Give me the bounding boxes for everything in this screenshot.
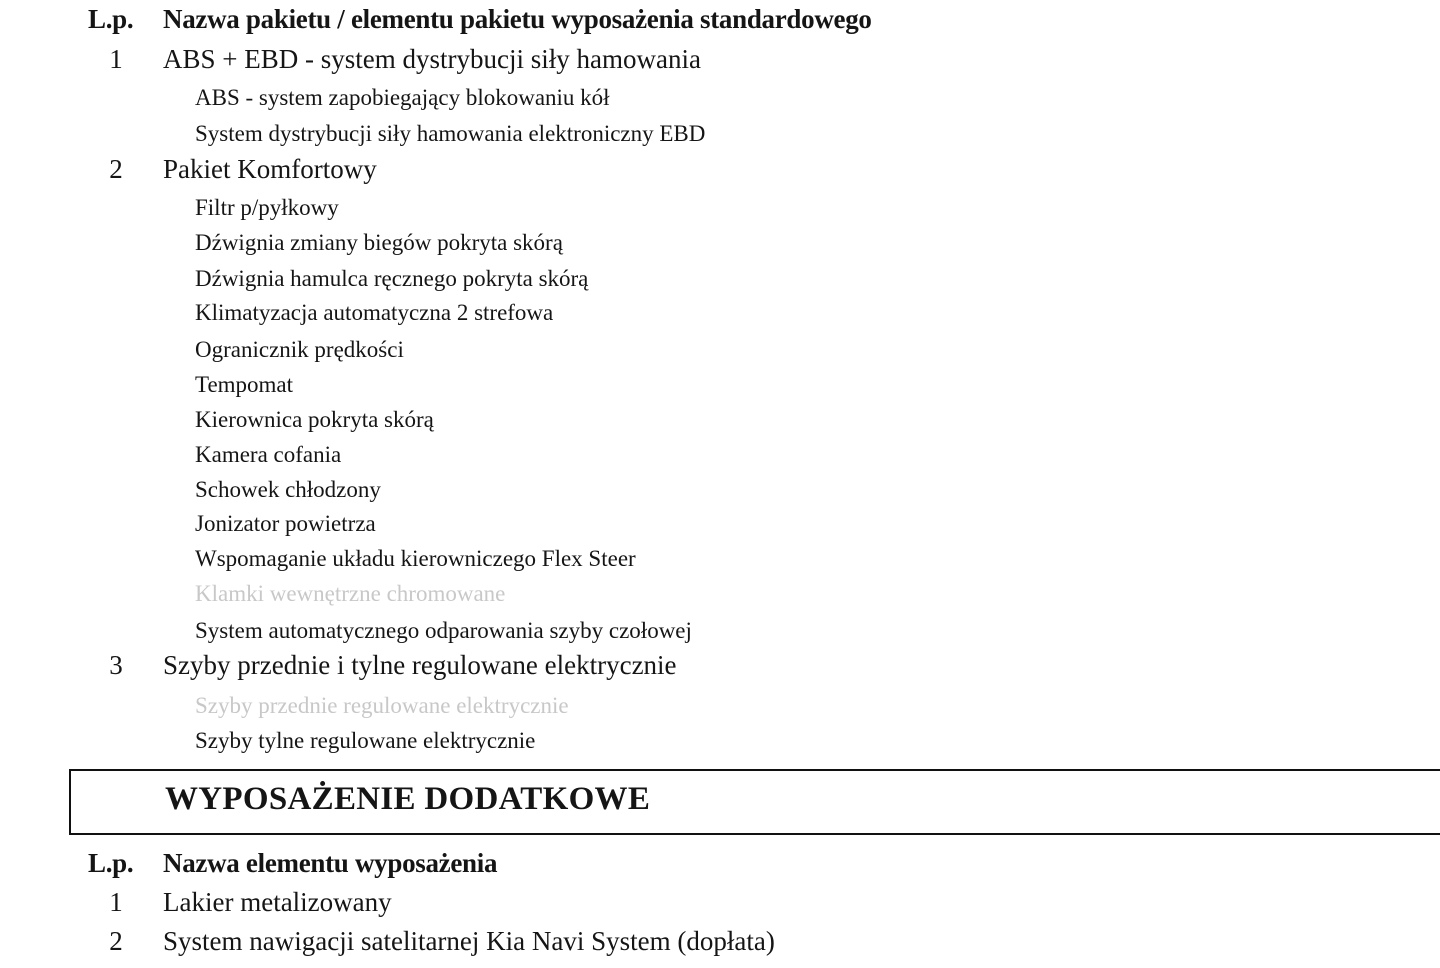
package-name: Pakiet Komfortowy: [163, 154, 377, 184]
item-name: Lakier metalizowany: [163, 887, 392, 917]
additional-equipment-section-box: [69, 769, 1440, 835]
package-row: [0, 154, 1440, 190]
package-item-label: Wspomaganie układu kierowniczego Flex Steer: [195, 546, 636, 571]
package-item-label: Dźwignia hamulca ręcznego pokryta skórą: [195, 266, 589, 291]
package-item-label: Kamera cofania: [195, 442, 342, 467]
additional-item-row: [0, 926, 1440, 962]
package-item-label: Szyby tylne regulowane elektrycznie: [195, 728, 536, 753]
lp-column-header: L.p.: [88, 4, 134, 34]
package-item-label: Klamki wewnętrzne chromowane: [195, 581, 506, 606]
package-item-label: Ogranicznik prędkości: [195, 337, 404, 362]
package-item-label: System automatycznego odparowania szyby czołowej: [195, 618, 692, 643]
package-item-label: Jonizator powietrza: [195, 511, 376, 536]
package-item-label: Klimatyzacja automatyczna 2 strefowa: [195, 300, 554, 325]
package-name: ABS + EBD - system dystrybucji siły hamowania: [163, 44, 701, 74]
package-row: [0, 44, 1440, 80]
package-item-label: Dźwignia zmiany biegów pokryta skórą: [195, 230, 563, 255]
lp-column-header: L.p.: [88, 848, 134, 878]
package-item-label: Kierownica pokryta skórą: [195, 407, 434, 432]
package-number: 2: [109, 154, 123, 184]
package-item-label: Szyby przednie regulowane elektrycznie: [195, 693, 569, 718]
name-column-header: Nazwa pakietu / elementu pakietu wyposażenia standardowego: [163, 4, 872, 34]
package-item-label: Schowek chłodzony: [195, 477, 381, 502]
standard-equipment-header: [0, 4, 1440, 40]
package-number: 1: [109, 44, 123, 74]
package-number: 3: [109, 650, 123, 680]
item-number: 2: [109, 926, 123, 956]
additional-equipment-header: [0, 848, 1440, 884]
item-name: System nawigacji satelitarnej Kia Navi System (dopłata): [163, 926, 775, 956]
item-number: 1: [109, 887, 123, 917]
package-row: [0, 650, 1440, 686]
package-name: Szyby przednie i tylne regulowane elektrycznie: [163, 650, 677, 680]
package-item-label: Filtr p/pyłkowy: [195, 195, 339, 220]
name-column-header: Nazwa elementu wyposażenia: [163, 848, 498, 878]
package-item-label: System dystrybucji siły hamowania elektroniczny EBD: [195, 121, 706, 146]
package-item-label: ABS - system zapobiegający blokowaniu kół: [195, 85, 610, 110]
package-item-label: Tempomat: [195, 372, 294, 397]
section-title: WYPOSAŻENIE DODATKOWE: [165, 781, 651, 817]
additional-item-row: [0, 887, 1440, 923]
